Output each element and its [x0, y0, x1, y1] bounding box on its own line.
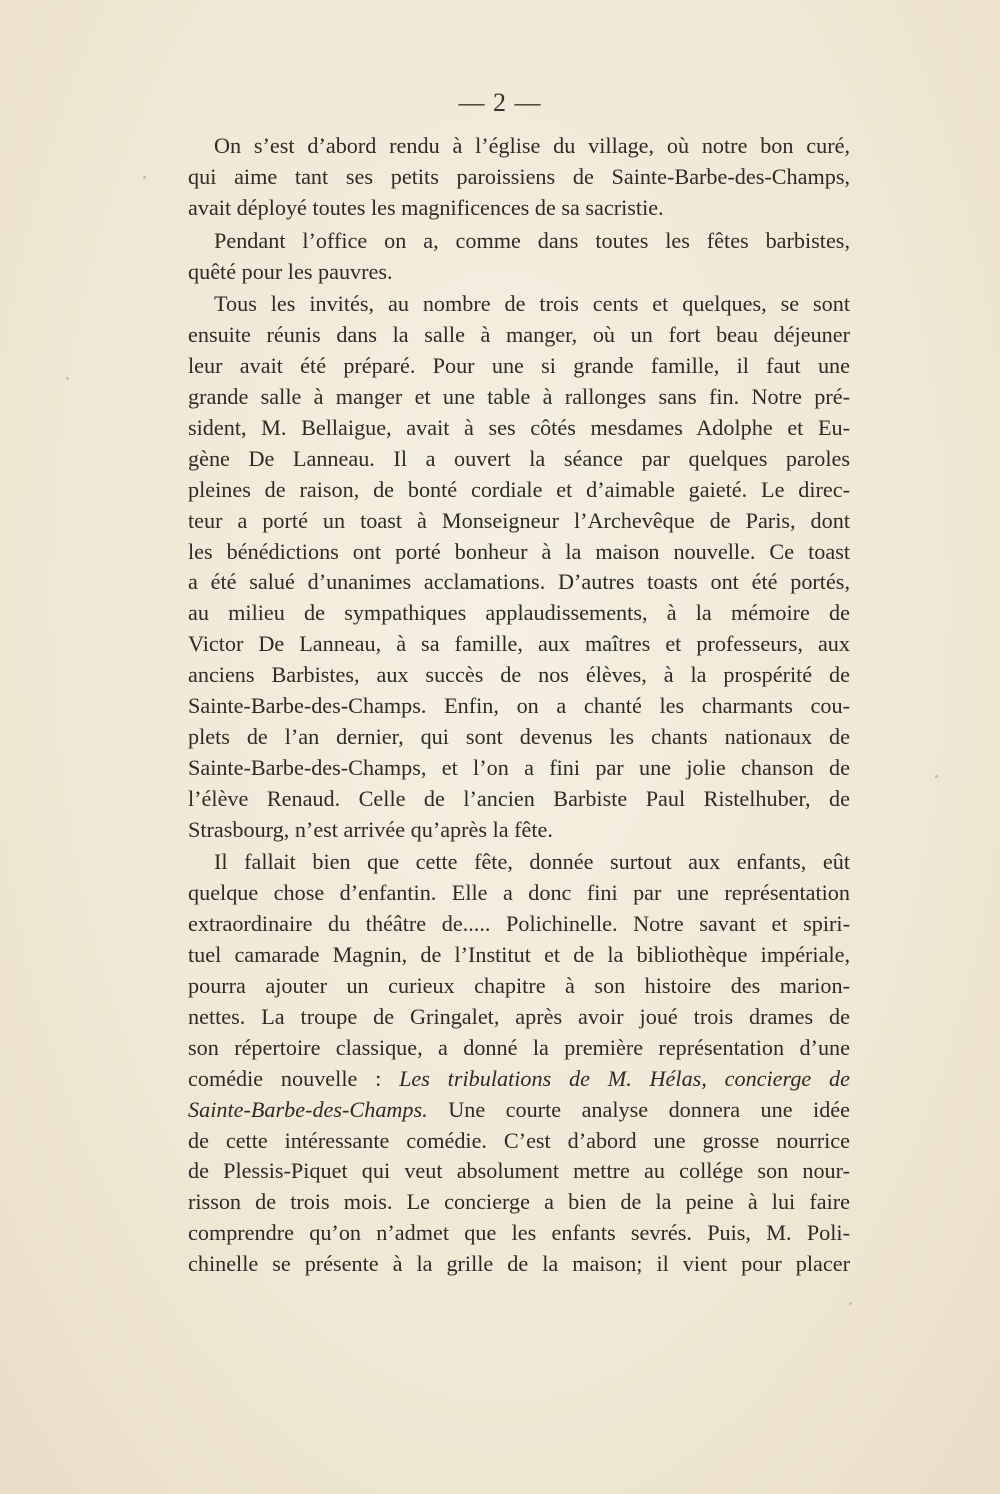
- text-line: quelque chose d’enfantin. Elle a donc fini par une représentation: [188, 880, 850, 906]
- text-line: les bénédictions ont porté bonheur à la maison nouvelle. Ce toast: [188, 538, 850, 564]
- text-line: Strasbourg, n’est arrivée qu’après la fête.: [188, 816, 553, 842]
- text-line: ensuite réunis dans la salle à manger, où un fort beau déjeuner: [188, 322, 850, 348]
- paper-speck: [849, 1302, 852, 1305]
- text-line: quêté pour les pauvres.: [188, 258, 393, 284]
- text-line: tuel camarade Magnin, de l’Institut et de la bibliothèque impériale,: [188, 942, 850, 968]
- text-line: risson de trois mois. Le concierge a bien de la peine à lui faire: [188, 1189, 850, 1215]
- line-roman-text: comédie nouvelle :: [188, 1065, 400, 1091]
- text-line: chinelle se présente à la grille de la maison; il vient pour placer: [188, 1251, 850, 1277]
- text-line: Sainte-Barbe-des-Champs. Enfin, on a chanté les charmants cou-: [188, 693, 850, 719]
- text-line: comprendre qu’on n’admet que les enfants sevrés. Puis, M. Poli-: [188, 1220, 850, 1246]
- paragraph-4: [188, 847, 850, 1279]
- text-line: grande salle à manger et une table à rallonges sans fin. Notre pré-: [188, 384, 850, 410]
- text-line-mixed: [188, 1064, 850, 1095]
- paper-speck: [935, 775, 938, 778]
- paper-speck: [66, 377, 69, 380]
- text-line: Victor De Lanneau, à sa famille, aux maîtres et professeurs, aux: [188, 631, 850, 657]
- text-line: extraordinaire du théâtre de..... Polichinelle. Notre savant et spiri-: [188, 911, 850, 937]
- text-line: On s’est d’abord rendu à l’église du village, où notre bon curé,: [214, 133, 850, 158]
- text-line: gène De Lanneau. Il a ouvert la séance par quelques paroles: [188, 445, 850, 471]
- page-number: — 2 —: [458, 88, 542, 117]
- text-line: Sainte-Barbe-des-Champs, et l’on a fini par une jolie chanson de: [188, 754, 850, 780]
- paper-speck: [143, 176, 146, 179]
- body-text: [188, 131, 850, 1282]
- text-line: Il fallait bien que cette fête, donnée surtout aux enfants, eût: [214, 849, 850, 875]
- text-line: avait déployé toutes les magnificences de sa sacristie.: [188, 194, 664, 220]
- paragraph-2: [188, 226, 850, 288]
- paragraph-1: [188, 131, 850, 224]
- text-line: a été salué d’unanimes acclamations. D’autres toasts ont été portés,: [188, 569, 850, 595]
- text-line: pleines de raison, de bonté cordiale et d’aimable gaieté. Le direc-: [188, 476, 850, 502]
- line-roman-text: Une courte analyse donnera une idée: [427, 1096, 850, 1122]
- text-line: anciens Barbistes, aux succès de nos élèves, à la prospérité de: [188, 662, 850, 688]
- play-title-italic: Sainte-Barbe-des-Champs.: [188, 1096, 428, 1122]
- text-line: de cette intéressante comédie. C’est d’abord une grosse nourrice: [188, 1127, 850, 1153]
- text-line: pourra ajouter un curieux chapitre à son histoire des marion-: [188, 973, 850, 999]
- text-line: teur a porté un toast à Monseigneur l’Archevêque de Paris, dont: [188, 507, 850, 533]
- text-line: qui aime tant ses petits paroissiens de Sainte-Barbe-des-Champs,: [188, 163, 850, 189]
- text-line: au milieu de sympathiques applaudissements, à la mémoire de: [188, 600, 850, 626]
- text-line-mixed: [188, 1095, 850, 1126]
- text-line: sident, M. Bellaigue, avait à ses côtés mesdames Adolphe et Eu-: [188, 415, 850, 441]
- text-line: son répertoire classique, a donné la première représentation d’une: [188, 1034, 850, 1060]
- play-title-italic: Les tribulations de M. Hélas, concierge de: [399, 1065, 850, 1091]
- text-line: leur avait été préparé. Pour une si grande famille, il faut une: [188, 353, 850, 379]
- text-line: Pendant l’office on a, comme dans toutes les fêtes barbistes,: [214, 227, 850, 253]
- text-line: plets de l’an dernier, qui sont devenus les chants nationaux de: [188, 723, 850, 749]
- text-line: nettes. La troupe de Gringalet, après avoir joué trois drames de: [188, 1003, 850, 1029]
- paragraph-3: [188, 289, 850, 845]
- text-line: de Plessis-Piquet qui veut absolument mettre au collége son nour-: [188, 1158, 850, 1184]
- text-line: Tous les invités, au nombre de trois cents et quelques, se sont: [214, 291, 850, 317]
- text-line: l’élève Renaud. Celle de l’ancien Barbiste Paul Ristelhuber, de: [188, 785, 850, 811]
